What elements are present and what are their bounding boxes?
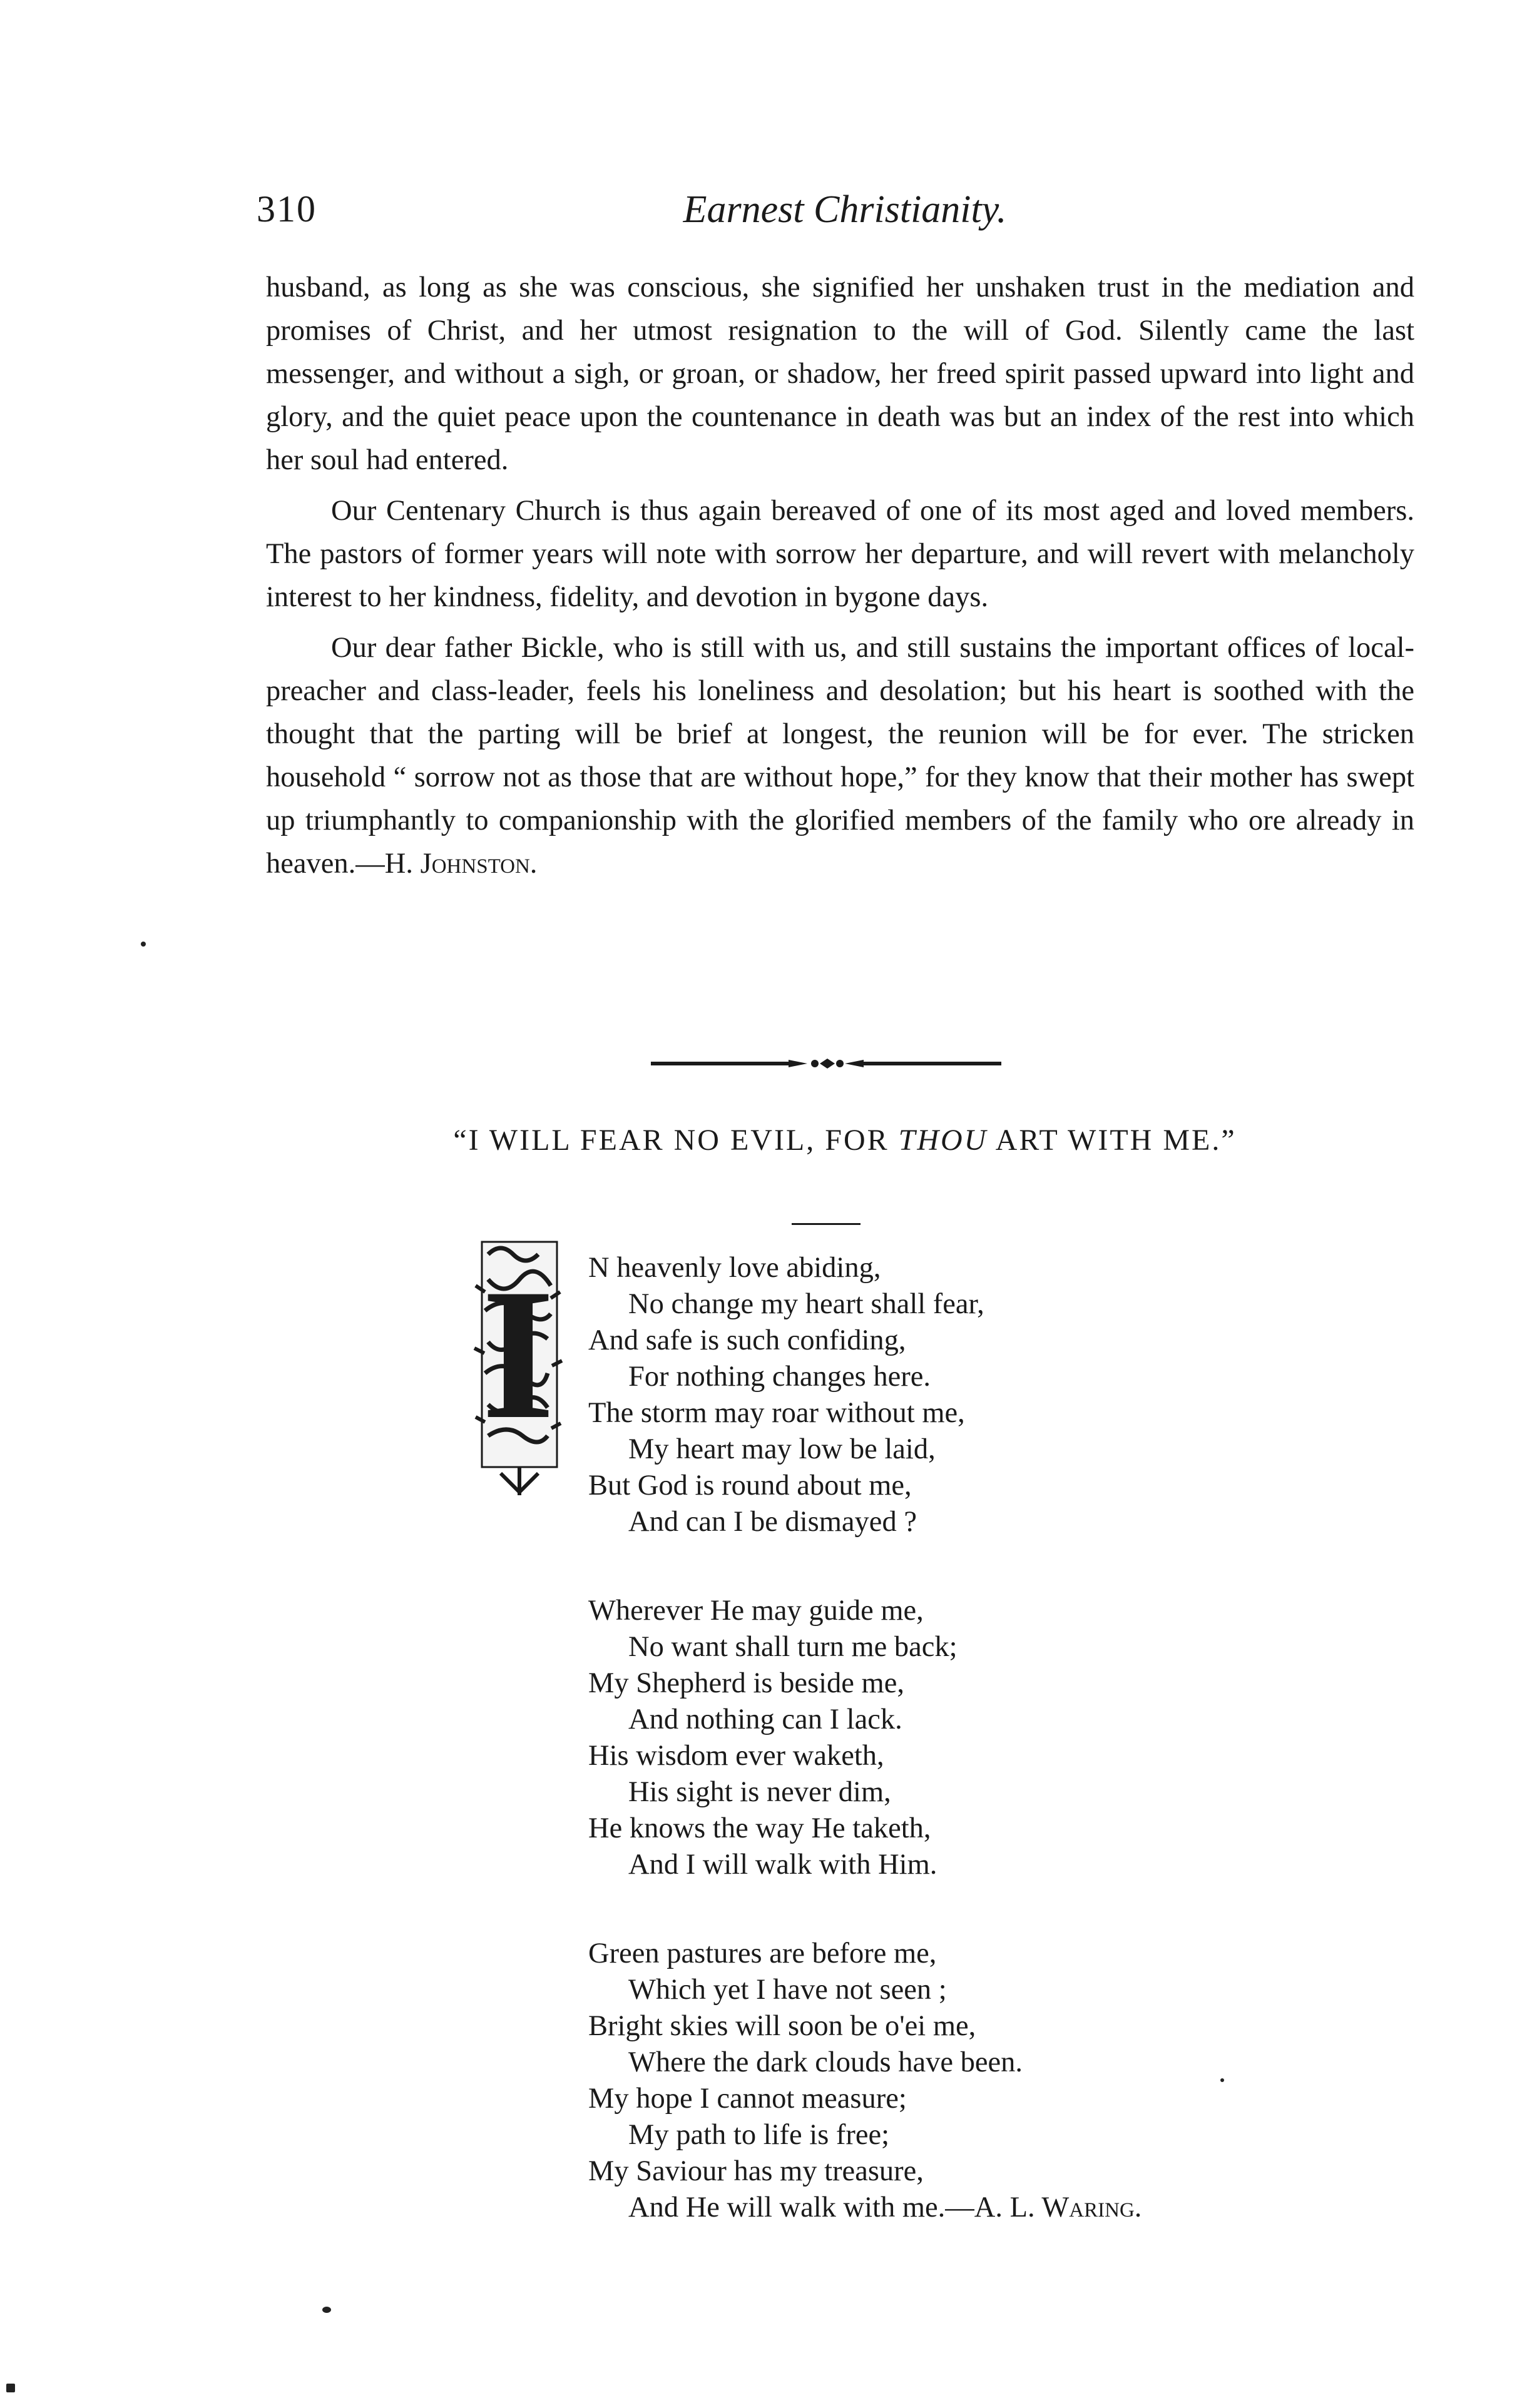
- stanza-break: [588, 1883, 1339, 1936]
- poem-line: My Shepherd is beside me,: [588, 1667, 904, 1699]
- stanza-break: [588, 1540, 1339, 1593]
- paragraph: husband, as long as she was conscious, she signified her unshaken trust in the mediation and promises of Christ, and her utmost resignation to the will of God. Silently came the last messenger, and without a sigh, or groan, or shadow, her freed spirit passed upward into light and glory, and the quiet peace upon the countenance in death was but an index of the rest into which her soul had entered.: [266, 272, 1414, 476]
- poem-line: Green pastures are before me,: [588, 1938, 937, 1969]
- running-title: Earnest Christianity.: [683, 188, 1007, 231]
- poem-line: His sight is never dim,: [628, 1776, 891, 1808]
- page-number: 310: [257, 188, 317, 230]
- prose-body: [266, 266, 1414, 893]
- poem-line: And safe is such confiding,: [588, 1324, 906, 1356]
- poem-line: He knows the way He taketh,: [588, 1812, 931, 1844]
- paragraph: [266, 626, 1414, 885]
- poem-title: “I WILL FEAR NO EVIL, FOR THOU ART WITH ME.”: [453, 1124, 1237, 1157]
- ink-speck: [322, 2307, 331, 2313]
- svg-text:I: I: [481, 1250, 555, 1458]
- poem-line: His wisdom ever waketh,: [588, 1740, 884, 1772]
- poem-line: And He will walk with me.—A. L. Waring.: [628, 2192, 1142, 2223]
- poem-line: Bright skies will soon be o'ei me,: [588, 2010, 976, 2042]
- ink-speck: [1220, 2078, 1224, 2082]
- poem-body: [588, 1250, 1339, 2226]
- poem-line: Which yet I have not seen ;: [628, 1974, 947, 2006]
- ink-speck: [6, 2384, 15, 2392]
- paragraph-text: Our dear father Bickle, who is still with us, and still sustains the important offices of local-preacher and class-leader, feels his loneliness and desolation; but his heart is soothed with the thought that the parting will be brief at longest, the reunion will be for ever. The stricken household “ sorrow not as those that are without hope,” for they know that their mother has swept up triumphantly to companionship with the glorified members of the family who ore already in heaven.—: [266, 632, 1414, 880]
- poem-line: And I will walk with Him.: [628, 1849, 937, 1881]
- poem-line: Where the dark clouds have been.: [628, 2046, 1023, 2078]
- poem-line: Wherever He may guide me,: [588, 1595, 924, 1627]
- paragraph: Our Centenary Church is thus again bereaved of one of its most aged and loved members. The pastors of former years will note with sorrow her departure, and will revert with melancholy interest to her kindness, fidelity, and devotion in bygone days.: [266, 495, 1414, 613]
- ornament-divider: [651, 1051, 1001, 1076]
- poem-line: But God is round about me,: [588, 1470, 912, 1501]
- poem-attribution: A. L. Waring.: [974, 2192, 1142, 2223]
- poem-line: And can I be dismayed ?: [628, 1506, 917, 1538]
- poem-line: No change my heart shall fear,: [628, 1288, 984, 1320]
- poem-line: My Saviour has my treasure,: [588, 2155, 924, 2187]
- poem-line: N heavenly love abiding,: [588, 1252, 881, 1284]
- poem-line: No want shall turn me back;: [628, 1631, 958, 1663]
- page-header: [257, 188, 1433, 263]
- decorative-drop-cap-I: [463, 1236, 573, 1498]
- poem-line: The storm may roar without me,: [588, 1397, 965, 1429]
- poem-line: My heart may low be laid,: [628, 1433, 936, 1465]
- poem-line: My hope I cannot measure;: [588, 2083, 907, 2115]
- poem-line: And nothing can I lack.: [628, 1704, 902, 1735]
- title-rule: [792, 1223, 861, 1225]
- author-signature: H. Johnston.: [384, 848, 538, 880]
- ink-speck: [141, 942, 146, 947]
- poem-line: My path to life is free;: [628, 2119, 890, 2151]
- poem-line: For nothing changes here.: [628, 1361, 931, 1393]
